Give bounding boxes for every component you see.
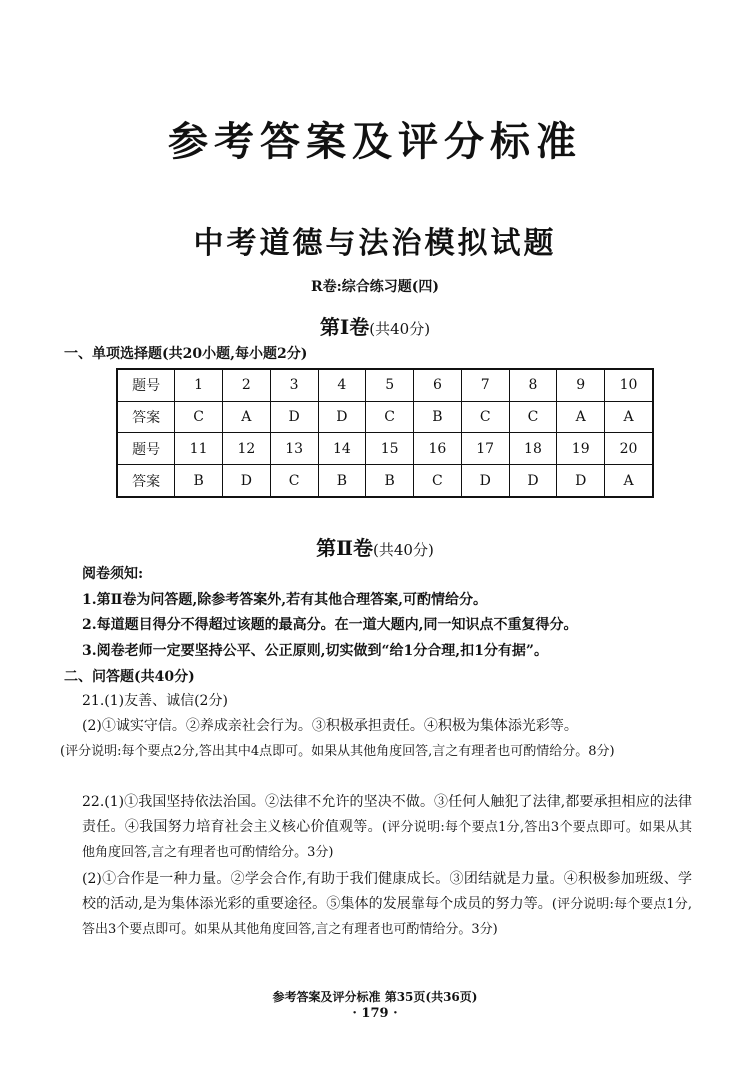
table-row xyxy=(117,401,653,433)
table-cell: B xyxy=(175,465,223,497)
table-cell: D xyxy=(461,465,509,497)
table-cell: 12 xyxy=(222,433,270,465)
table-cell: 19 xyxy=(557,433,605,465)
scoring-note: (评分说明:每个要点2分,答出其中4点即可。如果从其他角度回答,言之有理者也可酌情给分。8分) xyxy=(60,744,615,759)
part2-heading xyxy=(0,532,750,561)
table-row xyxy=(117,433,653,465)
answer-q22-part1 xyxy=(82,790,692,865)
section2-title: 二、问答题(共40分) xyxy=(64,669,195,685)
table-cell: C xyxy=(175,401,223,433)
table-cell: 15 xyxy=(366,433,414,465)
row-label: 题号 xyxy=(117,369,175,401)
main-title: 参考答案及评分标准 xyxy=(168,119,582,165)
table-cell: D xyxy=(509,465,557,497)
table-cell: 5 xyxy=(366,369,414,401)
table-cell: 10 xyxy=(605,369,653,401)
table-cell: D xyxy=(318,401,366,433)
table-cell: 16 xyxy=(414,433,462,465)
table-cell: 4 xyxy=(318,369,366,401)
row-label: 答案 xyxy=(117,465,175,497)
table-cell: 7 xyxy=(461,369,509,401)
row-label: 答案 xyxy=(117,401,175,433)
table-cell: C xyxy=(366,401,414,433)
table-cell: D xyxy=(222,465,270,497)
scoring-note: (评分说明:每个要点1分,答出3个要点即可。如果从其他角度回答,言之有理者也可酌情给分。3分) xyxy=(82,820,692,860)
page-number: · 179 · xyxy=(352,1006,398,1021)
answer-text: (2)①诚实守信。②养成亲社会行为。③积极承担责任。④积极为集体添光彩等。 xyxy=(82,718,578,734)
table-cell: 6 xyxy=(414,369,462,401)
table-cell: A xyxy=(605,465,653,497)
table-cell: 2 xyxy=(222,369,270,401)
table-cell: 3 xyxy=(270,369,318,401)
row-label: 题号 xyxy=(117,433,175,465)
table-row xyxy=(117,465,653,497)
notice-item: 3.阅卷老师一定要坚持公平、公正原则,切实做到“给1分合理,扣1分有据”。 xyxy=(82,643,548,659)
answer-text: (2)①合作是一种力量。②学会合作,有助于我们健康成长。③团结就是力量。④积极参加班级、学校的活动,是为集体添光彩的重要途径。⑤集体的发展靠每个成员的努力等。 xyxy=(82,871,692,912)
sub-title: 中考道德与法治模拟试题 xyxy=(193,226,557,261)
table-cell: C xyxy=(414,465,462,497)
table-cell: 1 xyxy=(175,369,223,401)
table-cell: 14 xyxy=(318,433,366,465)
part1-score: (共40分) xyxy=(369,320,431,338)
notice-item: 2.每道题目得分不得超过该题的最高分。在一道大题内,同一知识点不重复得分。 xyxy=(82,617,578,633)
table-cell: B xyxy=(366,465,414,497)
answer-q21-part2 xyxy=(60,714,692,764)
part1-heading xyxy=(0,311,750,340)
table-cell: 11 xyxy=(175,433,223,465)
scoring-note: (评分说明:每个要点1分,答出3个要点即可。如果从其他角度回答,言之有理者也可酌情给分。3分) xyxy=(82,897,692,937)
table-cell: C xyxy=(270,465,318,497)
table-cell: B xyxy=(318,465,366,497)
answer-text: 22.(1)①我国坚持依法治国。②法律不允许的坚决不做。③任何人触犯了法律,都要承担相应的法律责任。④我国努力培育社会主义核心价值观等。 xyxy=(82,794,692,835)
table-cell: 13 xyxy=(270,433,318,465)
table-cell: D xyxy=(557,465,605,497)
table-cell: 20 xyxy=(605,433,653,465)
part1-title: 第Ⅰ卷 xyxy=(319,315,370,339)
table-cell: C xyxy=(461,401,509,433)
table-cell: A xyxy=(222,401,270,433)
table-row xyxy=(117,369,653,401)
part2-title: 第Ⅱ卷 xyxy=(316,536,374,560)
table-cell: 8 xyxy=(509,369,557,401)
table-cell: 9 xyxy=(557,369,605,401)
table-cell: B xyxy=(414,401,462,433)
table-cell: A xyxy=(557,401,605,433)
part2-score: (共40分) xyxy=(373,541,434,559)
section1-title: 一、单项选择题(共20小题,每小题2分) xyxy=(64,346,308,362)
table-cell: 17 xyxy=(461,433,509,465)
running-footer: 参考答案及评分标准 第35页(共36页) xyxy=(272,990,478,1004)
table-cell: D xyxy=(270,401,318,433)
answer-q21-part1: 21.(1)友善、诚信(2分) xyxy=(82,693,228,709)
answer-q22-part2 xyxy=(82,867,692,942)
notice-title: 阅卷须知: xyxy=(82,566,144,582)
volume-label: R卷:综合练习题(四) xyxy=(310,279,440,295)
table-cell: A xyxy=(605,401,653,433)
answer-table xyxy=(116,368,654,498)
table-cell: 18 xyxy=(509,433,557,465)
table-cell: C xyxy=(509,401,557,433)
notice-item: 1.第Ⅱ卷为问答题,除参考答案外,若有其他合理答案,可酌情给分。 xyxy=(82,592,488,608)
